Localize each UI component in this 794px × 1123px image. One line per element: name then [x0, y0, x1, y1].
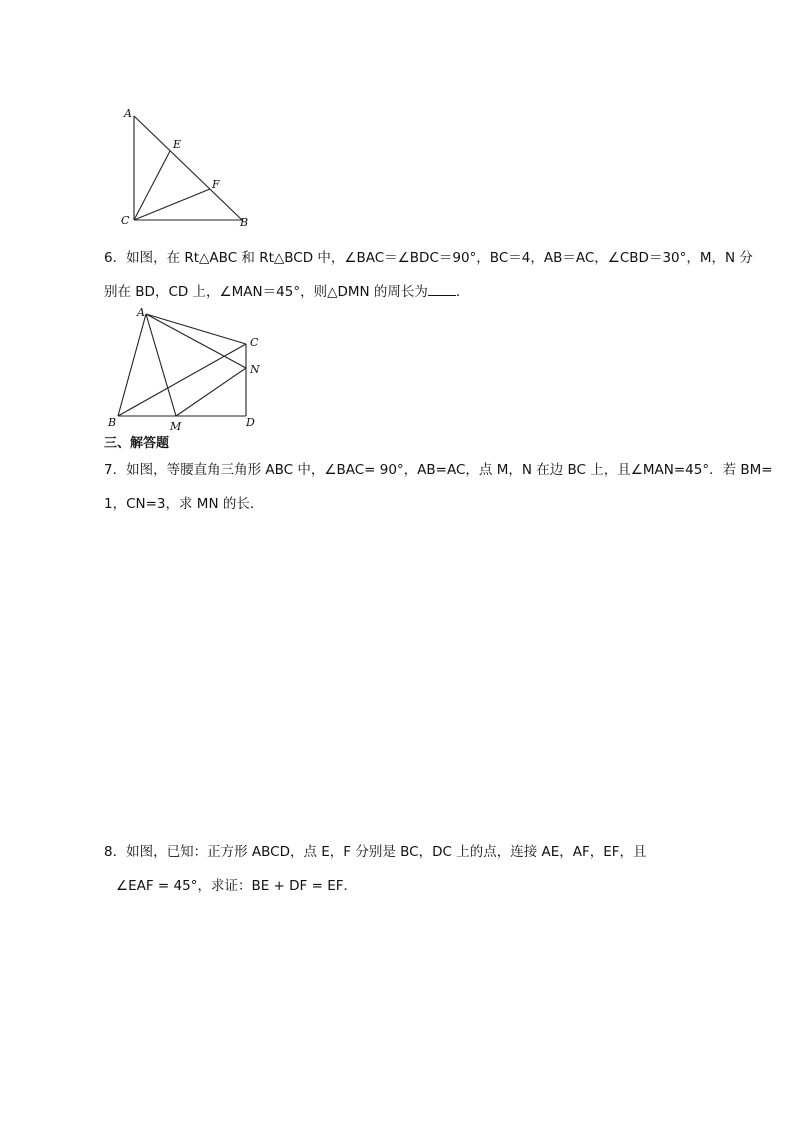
figure-1-triangle	[118, 104, 258, 232]
figure-1-svg	[118, 104, 258, 232]
label-e: E	[173, 138, 182, 151]
label-n: N	[250, 363, 260, 376]
q8-line-1: 8．如图，已知：正方形 ABCD，点 E，F 分别是 BC，DC 上的点，连接 AE，AF，EF，且	[104, 844, 647, 860]
segment-ab	[134, 116, 242, 220]
label-d: D	[246, 416, 255, 429]
q6-line-2-text: 别在 BD，CD 上，∠MAN＝45°，则△DMN 的周长为	[104, 284, 428, 300]
q6-line-2-end: ．	[455, 284, 470, 300]
q6-line-2	[104, 282, 469, 302]
segment-am	[146, 314, 176, 416]
segment-ce	[134, 151, 170, 220]
label-b: B	[240, 216, 249, 229]
q6-line-1: 6．如图，在 Rt△ABC 和 Rt△BCD 中，∠BAC＝∠BDC＝90°，BC＝4，AB＝AC，∠CBD＝30°，M，N 分	[104, 250, 753, 266]
segment-bc	[118, 344, 246, 416]
segment-ab	[118, 314, 146, 416]
q7-line-2: 1，CN=3，求 MN 的长．	[104, 496, 264, 512]
label-f: F	[212, 178, 220, 191]
q7-line-1: 7．如图，等腰直角三角形 ABC 中，∠BAC= 90°，AB=AC，点 M，N 在边 BC 上，且∠MAN=45°．若 BM=	[104, 462, 773, 478]
q8-line-2: ∠EAF = 45°，求证：BE + DF = EF．	[116, 878, 357, 894]
segment-cf	[134, 189, 210, 220]
q6-answer-blank[interactable]	[428, 283, 456, 296]
segment-ac	[146, 314, 246, 344]
figure-2-quadrilateral	[104, 304, 274, 434]
segment-an	[146, 314, 246, 368]
label-c: C	[250, 336, 259, 349]
segment-mn	[176, 368, 246, 416]
label-b: B	[108, 416, 117, 429]
section-3-heading: 三、解答题	[104, 436, 170, 451]
figure-2-svg	[104, 304, 274, 434]
label-m: M	[170, 420, 182, 433]
label-a: A	[137, 306, 145, 319]
label-c: C	[121, 214, 130, 227]
label-a: A	[124, 107, 132, 120]
